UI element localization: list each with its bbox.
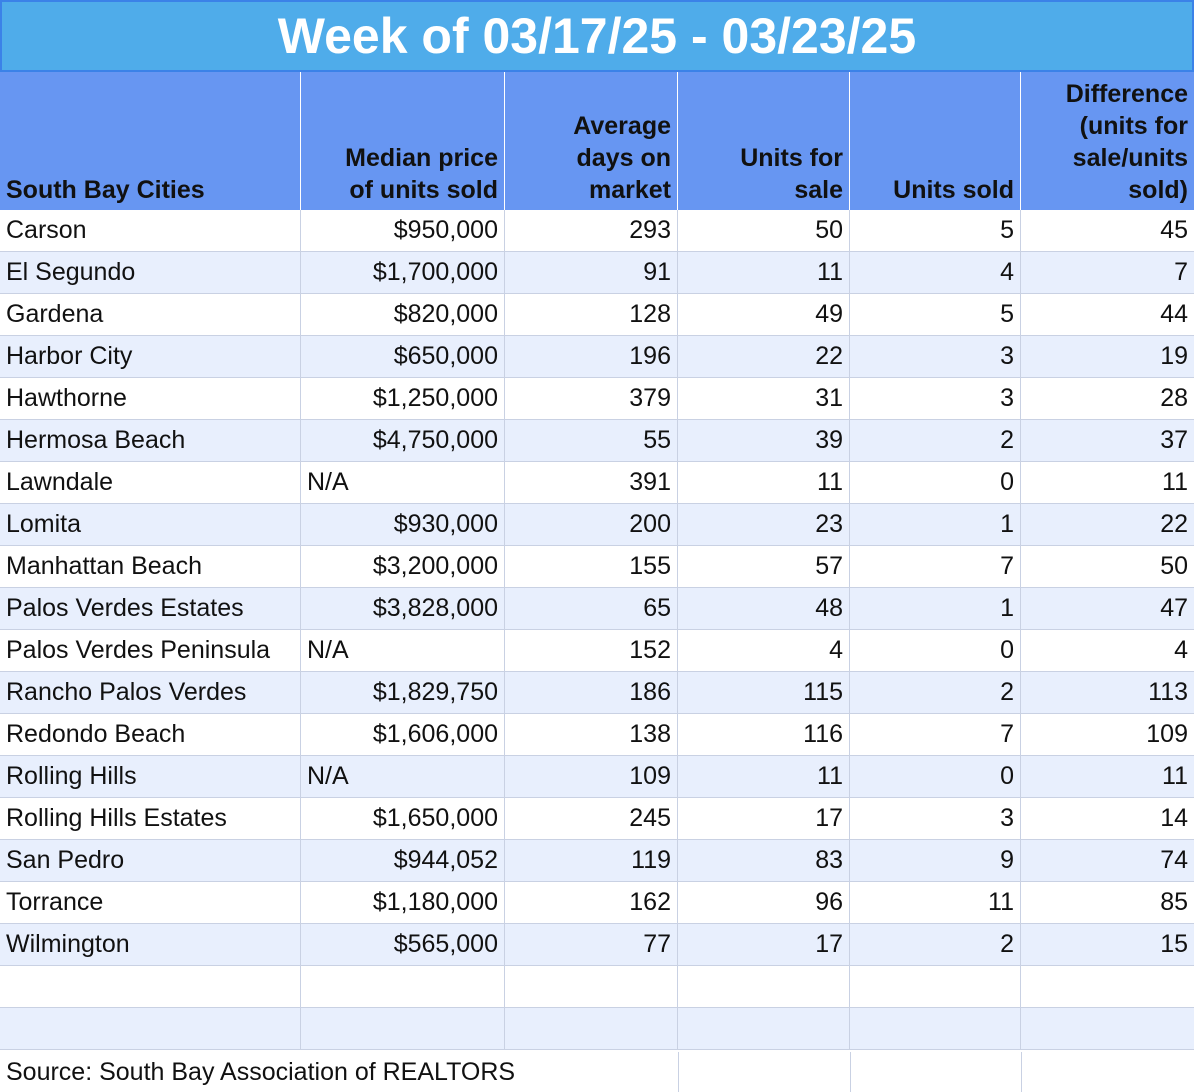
table-row <box>0 462 1194 504</box>
cell-difference[interactable]: 28 <box>1160 384 1188 412</box>
cell-units-for-sale[interactable]: 4 <box>678 630 850 671</box>
header-median-price[interactable]: Median price of units sold <box>301 72 505 210</box>
cell-units-sold[interactable]: 0 <box>850 630 1021 671</box>
cell-avg-days[interactable]: 186 <box>505 672 678 713</box>
cell-avg-days[interactable]: 77 <box>505 924 678 965</box>
table-row <box>0 546 1194 588</box>
cell-difference[interactable]: 7 <box>1174 258 1188 286</box>
cell-difference[interactable]: 44 <box>1160 300 1188 328</box>
cell-avg-days[interactable]: 293 <box>505 210 678 251</box>
footer-grid <box>678 1052 1194 1092</box>
cell-units-sold[interactable]: 3 <box>850 378 1021 419</box>
cell-median-price[interactable]: $1,829,750 <box>301 672 505 713</box>
cell-city[interactable]: Rolling Hills <box>0 756 301 797</box>
cell-city[interactable] <box>0 966 301 1007</box>
table-row <box>0 210 1194 252</box>
cell-difference[interactable]: 85 <box>1160 888 1188 916</box>
table-row <box>0 378 1194 420</box>
cell-avg-days[interactable]: 162 <box>505 882 678 923</box>
table-row <box>0 336 1194 378</box>
cell-city[interactable]: Hermosa Beach <box>0 420 301 461</box>
table-row <box>0 924 1194 966</box>
table-body <box>0 210 1194 1050</box>
cell-median-price[interactable]: $3,200,000 <box>301 546 505 587</box>
cell-difference[interactable]: 37 <box>1160 426 1188 454</box>
cell-city[interactable]: Palos Verdes Peninsula <box>0 630 301 671</box>
cell-units-for-sale[interactable]: 116 <box>678 714 850 755</box>
cell-units-sold[interactable]: 2 <box>850 672 1021 713</box>
cell-median-price[interactable] <box>301 1008 505 1049</box>
cell-median-price[interactable]: $1,250,000 <box>301 378 505 419</box>
footer-cell[interactable] <box>850 1052 1021 1092</box>
cell-avg-days[interactable] <box>505 966 678 1007</box>
cell-city[interactable] <box>0 1008 301 1049</box>
cell-city[interactable]: Torrance <box>0 882 301 923</box>
cell-units-for-sale[interactable]: 83 <box>678 840 850 881</box>
cell-units-sold[interactable]: 5 <box>850 210 1021 251</box>
cell-difference[interactable]: 22 <box>1160 510 1188 538</box>
cell-units-sold[interactable]: 4 <box>850 252 1021 293</box>
cell-units-for-sale[interactable]: 49 <box>678 294 850 335</box>
cell-avg-days[interactable]: 391 <box>505 462 678 503</box>
cell-units-sold[interactable]: 7 <box>850 546 1021 587</box>
cell-avg-days[interactable]: 91 <box>505 252 678 293</box>
table-row <box>0 672 1194 714</box>
cell-units-sold[interactable]: 5 <box>850 294 1021 335</box>
cell-avg-days[interactable]: 200 <box>505 504 678 545</box>
table-row <box>0 588 1194 630</box>
cell-median-price[interactable]: $3,828,000 <box>301 588 505 629</box>
cell-city[interactable]: Lomita <box>0 504 301 545</box>
cell-avg-days[interactable]: 119 <box>505 840 678 881</box>
cell-difference[interactable] <box>1021 966 1194 1007</box>
cell-units-for-sale[interactable] <box>678 966 850 1007</box>
sheet-title: Week of 03/17/25 - 03/23/25 <box>0 0 1194 72</box>
source-note[interactable]: Source: South Bay Association of REALTORS <box>6 1057 516 1086</box>
cell-difference[interactable]: 109 <box>1146 720 1188 748</box>
cell-units-for-sale[interactable]: 50 <box>678 210 850 251</box>
cell-units-for-sale[interactable] <box>678 1008 850 1049</box>
cell-difference[interactable]: 15 <box>1160 930 1188 958</box>
cell-units-for-sale[interactable]: 11 <box>678 462 850 503</box>
cell-avg-days[interactable]: 155 <box>505 546 678 587</box>
cell-median-price[interactable]: $565,000 <box>301 924 505 965</box>
cell-difference[interactable]: 45 <box>1160 216 1188 244</box>
cell-avg-days[interactable]: 379 <box>505 378 678 419</box>
cell-units-for-sale[interactable]: 11 <box>678 252 850 293</box>
cell-median-price[interactable]: $930,000 <box>301 504 505 545</box>
cell-units-sold[interactable] <box>850 966 1021 1007</box>
header-row <box>0 72 1194 210</box>
cell-median-price[interactable]: $650,000 <box>301 336 505 377</box>
table-row <box>0 294 1194 336</box>
cell-units-sold[interactable]: 1 <box>850 588 1021 629</box>
cell-difference[interactable]: 47 <box>1160 594 1188 622</box>
cell-units-for-sale[interactable]: 11 <box>678 756 850 797</box>
cell-units-for-sale[interactable]: 115 <box>678 672 850 713</box>
cell-city[interactable]: Wilmington <box>0 924 301 965</box>
cell-difference[interactable]: 11 <box>1162 468 1188 496</box>
table-row <box>0 420 1194 462</box>
cell-median-price[interactable]: $4,750,000 <box>301 420 505 461</box>
cell-median-price[interactable]: $944,052 <box>301 840 505 881</box>
cell-median-price[interactable]: $1,180,000 <box>301 882 505 923</box>
cell-city[interactable]: Gardena <box>0 294 301 335</box>
header-units-sold[interactable]: Units sold <box>850 72 1021 210</box>
cell-city[interactable]: Lawndale <box>0 462 301 503</box>
cell-units-sold[interactable]: 11 <box>850 882 1021 923</box>
cell-avg-days[interactable] <box>505 1008 678 1049</box>
table-row <box>0 630 1194 672</box>
cell-units-sold[interactable]: 3 <box>850 336 1021 377</box>
cell-units-sold[interactable]: 2 <box>850 924 1021 965</box>
cell-median-price[interactable]: N/A <box>301 756 505 797</box>
cell-units-for-sale[interactable]: 22 <box>678 336 850 377</box>
cell-difference[interactable] <box>1021 1008 1194 1049</box>
cell-units-for-sale[interactable]: 96 <box>678 882 850 923</box>
table-row <box>0 1008 1194 1050</box>
table-row <box>0 966 1194 1008</box>
cell-city[interactable]: San Pedro <box>0 840 301 881</box>
cell-city[interactable]: Harbor City <box>0 336 301 377</box>
cell-units-for-sale[interactable]: 48 <box>678 588 850 629</box>
header-units-for-sale[interactable]: Units for sale <box>678 72 850 210</box>
cell-city[interactable]: Hawthorne <box>0 378 301 419</box>
cell-city[interactable]: Rancho Palos Verdes <box>0 672 301 713</box>
cell-avg-days[interactable]: 245 <box>505 798 678 839</box>
header-avg-days[interactable]: Average days on market <box>505 72 678 210</box>
cell-avg-days[interactable]: 65 <box>505 588 678 629</box>
cell-difference[interactable]: 113 <box>1148 678 1188 706</box>
header-difference[interactable]: Difference (units for sale/units sold) <box>1065 80 1188 204</box>
cell-units-sold[interactable]: 9 <box>850 840 1021 881</box>
cell-city[interactable]: Manhattan Beach <box>0 546 301 587</box>
cell-units-for-sale[interactable]: 23 <box>678 504 850 545</box>
cell-difference[interactable]: 14 <box>1160 804 1188 832</box>
cell-units-sold[interactable]: 0 <box>850 756 1021 797</box>
cell-units-for-sale[interactable]: 31 <box>678 378 850 419</box>
footer-cell[interactable] <box>678 1052 850 1092</box>
cell-city[interactable]: Redondo Beach <box>0 714 301 755</box>
cell-units-sold[interactable]: 3 <box>850 798 1021 839</box>
cell-median-price[interactable]: N/A <box>301 630 505 671</box>
cell-units-sold[interactable] <box>850 1008 1021 1049</box>
cell-avg-days[interactable]: 152 <box>505 630 678 671</box>
cell-avg-days[interactable]: 128 <box>505 294 678 335</box>
cell-difference[interactable]: 4 <box>1174 636 1188 664</box>
cell-units-for-sale[interactable]: 17 <box>678 924 850 965</box>
table-row <box>0 504 1194 546</box>
cell-city[interactable]: Rolling Hills Estates <box>0 798 301 839</box>
cell-city[interactable]: Palos Verdes Estates <box>0 588 301 629</box>
table-row <box>0 798 1194 840</box>
cell-city[interactable]: Carson <box>0 210 301 251</box>
cell-units-for-sale[interactable]: 39 <box>678 420 850 461</box>
table-row <box>0 714 1194 756</box>
cell-units-sold[interactable]: 1 <box>850 504 1021 545</box>
cell-median-price[interactable]: N/A <box>301 462 505 503</box>
cell-difference[interactable]: 74 <box>1160 846 1188 874</box>
cell-avg-days[interactable]: 55 <box>505 420 678 461</box>
cell-median-price[interactable] <box>301 966 505 1007</box>
cell-difference[interactable]: 11 <box>1162 762 1188 790</box>
cell-units-for-sale[interactable]: 17 <box>678 798 850 839</box>
cell-city[interactable]: El Segundo <box>0 252 301 293</box>
cell-avg-days[interactable]: 109 <box>505 756 678 797</box>
cell-units-for-sale[interactable]: 57 <box>678 546 850 587</box>
header-city[interactable]: South Bay Cities <box>0 72 301 210</box>
cell-difference[interactable]: 50 <box>1160 552 1188 580</box>
cell-median-price[interactable]: $950,000 <box>301 210 505 251</box>
cell-difference[interactable]: 19 <box>1160 342 1188 370</box>
cell-units-sold[interactable]: 0 <box>850 462 1021 503</box>
cell-median-price[interactable]: $1,650,000 <box>301 798 505 839</box>
table-row <box>0 252 1194 294</box>
cell-units-sold[interactable]: 7 <box>850 714 1021 755</box>
cell-units-sold[interactable]: 2 <box>850 420 1021 461</box>
cell-median-price[interactable]: $820,000 <box>301 294 505 335</box>
cell-median-price[interactable]: $1,606,000 <box>301 714 505 755</box>
table-row <box>0 756 1194 798</box>
footer-cell[interactable] <box>1021 1052 1194 1092</box>
table-row <box>0 840 1194 882</box>
cell-avg-days[interactable]: 196 <box>505 336 678 377</box>
table-row <box>0 882 1194 924</box>
cell-avg-days[interactable]: 138 <box>505 714 678 755</box>
cell-median-price[interactable]: $1,700,000 <box>301 252 505 293</box>
